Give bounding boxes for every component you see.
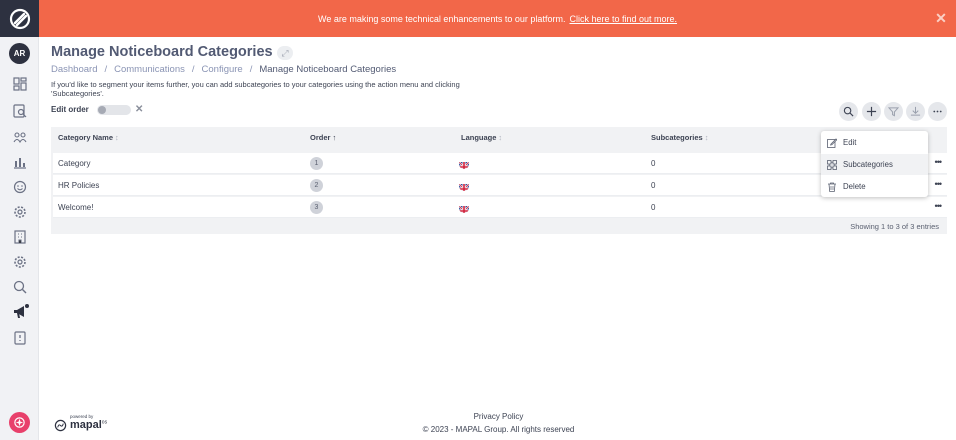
sort-icon: ↕ xyxy=(498,133,503,142)
category-name: Welcome! xyxy=(58,203,94,212)
edit-order-label: Edit order xyxy=(51,105,89,114)
breadcrumb-current: Manage Noticeboard Categories xyxy=(259,64,397,75)
column-label: Order xyxy=(310,133,331,142)
breadcrumb-configure[interactable]: Configure xyxy=(201,64,243,75)
breadcrumb-dashboard[interactable]: Dashboard xyxy=(51,64,98,75)
toggle-off-icon: ✕ xyxy=(135,104,144,115)
trash-icon xyxy=(827,182,837,192)
plus-icon xyxy=(866,106,877,117)
menu-item-label: Edit xyxy=(843,138,857,147)
order-badge: 1 xyxy=(310,157,323,170)
row-action-menu xyxy=(821,131,928,197)
search-button[interactable] xyxy=(839,102,858,121)
search-document-icon[interactable] xyxy=(12,103,27,118)
brand-suffix: os xyxy=(101,419,108,426)
brand-text: mapal xyxy=(70,419,102,431)
settings-icon[interactable] xyxy=(12,204,27,219)
table-header xyxy=(51,127,947,149)
more-icon xyxy=(932,106,943,117)
breadcrumb-separator: / xyxy=(191,64,195,75)
report-icon[interactable] xyxy=(12,330,27,345)
column-label: Subcategories xyxy=(651,133,703,142)
edit-icon xyxy=(827,138,837,148)
notification-dot xyxy=(25,304,29,308)
logo-icon xyxy=(9,8,31,30)
order-badge: 2 xyxy=(310,179,323,192)
row-actions-icon[interactable]: ••• xyxy=(934,157,941,167)
pagination-info: Showing 1 to 3 of 3 entries xyxy=(850,222,939,231)
table-row[interactable] xyxy=(53,197,947,218)
powered-by-text: powered by xyxy=(70,414,94,419)
table-row[interactable] xyxy=(53,175,947,196)
subcategories-icon xyxy=(827,160,837,170)
edit-order-toggle[interactable] xyxy=(97,105,131,115)
category-name: Category xyxy=(58,159,91,168)
breadcrumb xyxy=(51,64,396,75)
column-subcategories[interactable] xyxy=(651,133,708,142)
close-icon[interactable]: ✕ xyxy=(935,10,947,26)
app-logo[interactable] xyxy=(0,0,39,37)
column-category-name[interactable] xyxy=(58,133,119,142)
table-row[interactable] xyxy=(53,153,947,174)
column-label: Language xyxy=(461,133,497,142)
menu-item-label: Subcategories xyxy=(843,160,893,169)
sort-asc-icon: ↑ xyxy=(332,133,337,142)
search-icon[interactable] xyxy=(12,279,27,294)
smile-icon[interactable] xyxy=(12,179,27,194)
help-text: If you'd like to segment your items further, you can add subcategories to your categories using the action menu and clicking 'Subcategories'. xyxy=(51,80,460,98)
toggle-knob xyxy=(98,106,106,114)
subcategories-count: 0 xyxy=(651,159,656,168)
uk-flag-icon xyxy=(459,159,469,169)
add-button[interactable] xyxy=(862,102,881,121)
filter-icon xyxy=(888,106,899,117)
subcategories-count: 0 xyxy=(651,203,656,212)
column-label: Category Name xyxy=(58,133,114,142)
sidebar xyxy=(0,0,39,440)
categories-table xyxy=(51,127,947,234)
menu-item-subcategories[interactable] xyxy=(821,154,928,175)
row-actions-icon[interactable]: ••• xyxy=(934,201,941,211)
subcategories-count: 0 xyxy=(651,181,656,190)
dashboard-icon[interactable] xyxy=(12,76,27,91)
column-order[interactable] xyxy=(310,133,336,142)
sort-icon: ↕ xyxy=(704,133,709,142)
people-icon[interactable] xyxy=(12,129,27,144)
filter-button[interactable] xyxy=(884,102,903,121)
menu-item-edit[interactable] xyxy=(821,132,928,153)
search-icon xyxy=(843,106,854,117)
banner-link[interactable]: Click here to find out more. xyxy=(569,13,678,24)
expand-icon[interactable]: ⤢ xyxy=(277,46,293,60)
uk-flag-icon xyxy=(459,203,469,213)
menu-item-label: Delete xyxy=(843,182,866,191)
menu-item-delete[interactable] xyxy=(821,176,928,197)
user-avatar[interactable]: AR xyxy=(9,43,30,64)
breadcrumb-separator: / xyxy=(249,64,253,75)
privacy-policy-link[interactable]: Privacy Policy xyxy=(473,412,524,421)
row-actions-icon[interactable]: ••• xyxy=(934,179,941,189)
category-name: HR Policies xyxy=(58,181,100,190)
more-button[interactable] xyxy=(928,102,947,121)
analytics-icon[interactable] xyxy=(12,154,27,169)
building-icon[interactable] xyxy=(12,229,27,244)
order-badge: 3 xyxy=(310,201,323,214)
breadcrumb-separator: / xyxy=(104,64,108,75)
copyright-text: © 2023 - MAPAL Group. All rights reserved xyxy=(422,425,575,434)
sort-icon: ↕ xyxy=(115,133,119,142)
column-language[interactable] xyxy=(461,133,502,142)
download-button[interactable] xyxy=(906,102,925,121)
breadcrumb-communications[interactable]: Communications xyxy=(114,64,185,75)
uk-flag-icon xyxy=(459,181,469,191)
banner-message: We are making some technical enhancements to our platform. xyxy=(317,13,566,24)
gear-icon[interactable] xyxy=(12,254,27,269)
announcement-banner xyxy=(39,0,956,37)
download-icon xyxy=(910,106,921,117)
page-title: Manage Noticeboard Categories xyxy=(51,44,273,60)
